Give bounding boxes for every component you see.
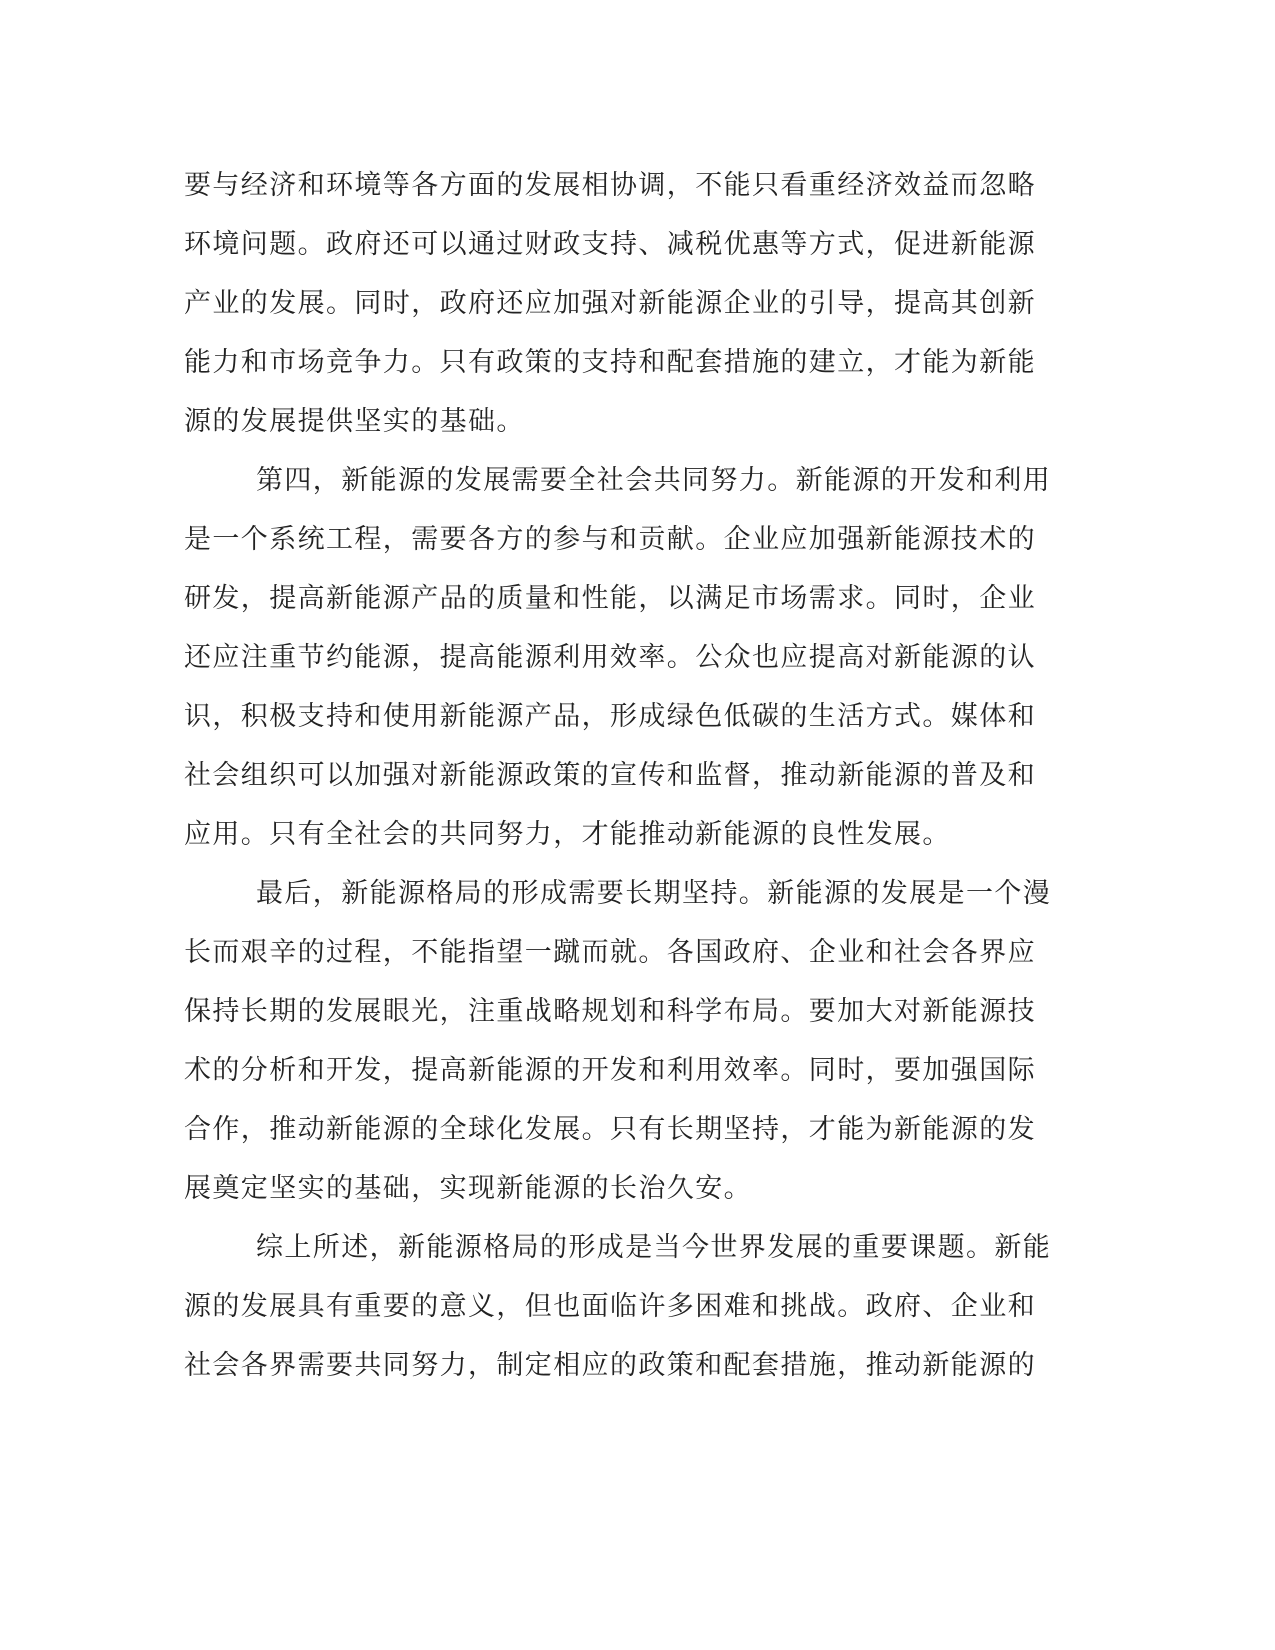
text-line: 保持长期的发展眼光，注重战略规划和科学布局。要加大对新能源技 <box>184 996 1036 1027</box>
text-line: 社会组织可以加强对新能源政策的宣传和监督，推动新能源的普及和 <box>184 760 1036 791</box>
text-line: 应用。只有全社会的共同努力，才能推动新能源的良性发展。 <box>184 819 951 850</box>
text-line: 还应注重节约能源，提高能源利用效率。公众也应提高对新能源的认 <box>184 642 1036 673</box>
text-line: 展奠定坚实的基础，实现新能源的长治久安。 <box>184 1173 752 1204</box>
text-line: 长而艰辛的过程，不能指望一蹴而就。各国政府、企业和社会各界应 <box>184 937 1036 968</box>
text-line: 环境问题。政府还可以通过财政支持、减税优惠等方式，促进新能源 <box>184 229 1036 260</box>
paragraph-start-line: 第四，新能源的发展需要全社会共同努力。新能源的开发和利用 <box>256 465 1052 496</box>
text-line: 产业的发展。同时，政府还应加强对新能源企业的引导，提高其创新 <box>184 288 1036 319</box>
text-line: 源的发展具有重要的意义，但也面临许多困难和挑战。政府、企业和 <box>184 1291 1036 1322</box>
paragraph-start-line: 综上所述，新能源格局的形成是当今世界发展的重要课题。新能 <box>256 1232 1052 1263</box>
text-line: 要与经济和环境等各方面的发展相协调，不能只看重经济效益而忽略 <box>184 170 1036 201</box>
text-line: 术的分析和开发，提高新能源的开发和利用效率。同时，要加强国际 <box>184 1055 1036 1086</box>
text-line: 能力和市场竞争力。只有政策的支持和配套措施的建立，才能为新能 <box>184 347 1036 378</box>
paragraph-start-line: 最后，新能源格局的形成需要长期坚持。新能源的发展是一个漫 <box>256 878 1052 909</box>
text-line: 社会各界需要共同努力，制定相应的政策和配套措施，推动新能源的 <box>184 1350 1036 1381</box>
text-line: 识，积极支持和使用新能源产品，形成绿色低碳的生活方式。媒体和 <box>184 701 1036 732</box>
text-line: 研发，提高新能源产品的质量和性能，以满足市场需求。同时，企业 <box>184 583 1036 614</box>
text-line: 源的发展提供坚实的基础。 <box>184 406 525 437</box>
text-line: 合作，推动新能源的全球化发展。只有长期坚持，才能为新能源的发 <box>184 1114 1036 1145</box>
document-body <box>184 156 1052 1395</box>
text-line: 是一个系统工程，需要各方的参与和贡献。企业应加强新能源技术的 <box>184 524 1036 555</box>
